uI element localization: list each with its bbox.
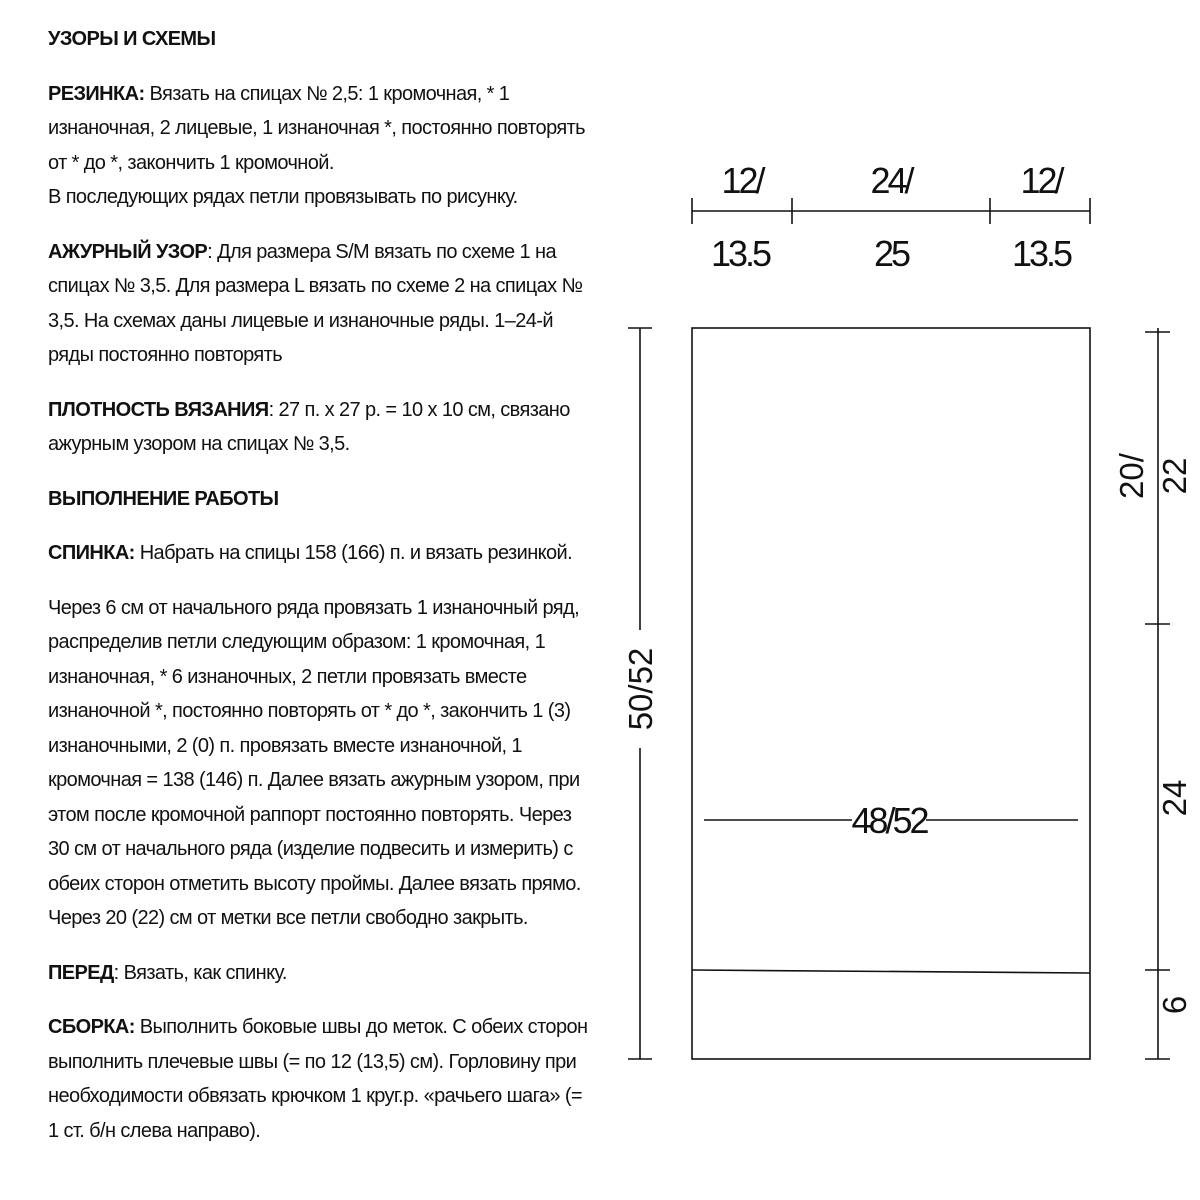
- gauge-line: ПЛОТНОСТЬ ВЯЗАНИЯ: 27 п. х 27 р. = 10 х 10 см, связано: [48, 398, 570, 421]
- gauge-label: ПЛОТНОСТЬ ВЯЗАНИЯ: [48, 398, 269, 421]
- top-left-lower-label: 13.5: [710, 233, 770, 274]
- total-height-label: 50/52: [622, 647, 659, 731]
- assembly-line: СБОРКА: Выполнить боковые швы до меток. С обеих сторон: [48, 1016, 588, 1038]
- back-cont-line: кромочная = 138 (146) п. Далее вязать ажурным узором, при: [48, 769, 580, 791]
- top-middle-upper-label: 24/: [870, 160, 912, 201]
- top-right-upper-label: 12/: [1020, 160, 1062, 201]
- rib-height-label: 6: [1156, 995, 1193, 1015]
- armhole-lower-label: 22: [1156, 457, 1193, 495]
- lace-label: АЖУРНЫЙ УЗОР: [48, 240, 208, 263]
- assembly-line: выполнить плечевые швы (= по 12 (13,5) см). Горловину при: [48, 1050, 577, 1073]
- gauge-line: ажурным узором на спицах № 3,5.: [48, 433, 350, 455]
- rib-line: от * до *, закончить 1 кромочной.: [48, 151, 334, 174]
- schematic-lines: [628, 198, 1170, 1059]
- side-height-label: 24: [1156, 779, 1193, 817]
- rib-label: РЕЗИНКА:: [48, 82, 145, 105]
- back-cont-line: обеих сторон отметить высоту проймы. Далее вязать прямо.: [48, 872, 581, 895]
- back-cont-line: этом после кромочной раппорт постоянно повторять. Через: [48, 803, 572, 826]
- back-cont-line: изнаночная, * 6 изнаночных, 2 петли провязать вместе: [48, 665, 527, 688]
- rib-line: изнаночная, 2 лицевые, 1 изнаночная *, постоянно повторять: [48, 117, 585, 139]
- width-label: 48/52: [851, 800, 927, 841]
- top-left-upper-label: 12/: [721, 160, 763, 201]
- back-label: СПИНКА:: [48, 542, 135, 564]
- top-middle-lower-label: 25: [873, 233, 909, 274]
- rib-line: В последующих рядах петли провязывать по рисунку.: [48, 186, 518, 208]
- section-title: УЗОРЫ И СХЕМЫ: [48, 28, 216, 50]
- front-line: ПЕРЕД: Вязать, как спинку.: [48, 961, 287, 984]
- work-heading: ВЫПОЛНЕНИЕ РАБОТЫ: [48, 487, 279, 510]
- back-cont-line: Через 6 см от начального ряда провязать 1 изнаночный ряд,: [48, 596, 580, 619]
- back-cont-line: изнаночной *, постоянно повторять от * до *, закончить 1 (3): [48, 700, 571, 722]
- armhole-upper-label: 20/: [1113, 453, 1150, 499]
- rib-border-line: [692, 970, 1090, 973]
- assembly-line: необходимости обвязать крючком 1 круг.р. «рачьего шага» (=: [48, 1085, 582, 1107]
- assembly-label: СБОРКА:: [48, 1016, 135, 1038]
- back-line: СПИНКА: Набрать на спицы 158 (166) п. и вязать резинкой.: [48, 542, 573, 564]
- back-cont-line: распределив петли следующим образом: 1 кромочная, 1: [48, 631, 546, 653]
- assembly-line: 1 ст. б/н слева направо).: [48, 1119, 261, 1142]
- back-cont-line: Через 20 (22) см от метки все петли свободно закрыть.: [48, 907, 528, 929]
- garment-outline: [692, 328, 1090, 1059]
- lace-line: АЖУРНЫЙ УЗОР: Для размера S/M вязать по схеме 1 на: [48, 240, 556, 263]
- lace-line: 3,5. На схемах даны лицевые и изнаночные ряды. 1–24-й: [48, 309, 553, 332]
- top-right-lower-label: 13.5: [1011, 233, 1071, 274]
- back-cont-line: изнаночными, 2 (0) п. провязать вместе изнаночной, 1: [48, 734, 522, 757]
- lace-line: ряды постоянно повторять: [48, 344, 283, 366]
- back-cont-line: 30 см от начального ряда (изделие подвесить и измерить) с: [48, 838, 573, 860]
- lace-line: спицах № 3,5. Для размера L вязать по схеме 2 на спицах №: [48, 275, 583, 297]
- front-label: ПЕРЕД: [48, 961, 114, 984]
- rib-line: РЕЗИНКА: Вязать на спицах № 2,5: 1 кромочная, * 1: [48, 82, 510, 105]
